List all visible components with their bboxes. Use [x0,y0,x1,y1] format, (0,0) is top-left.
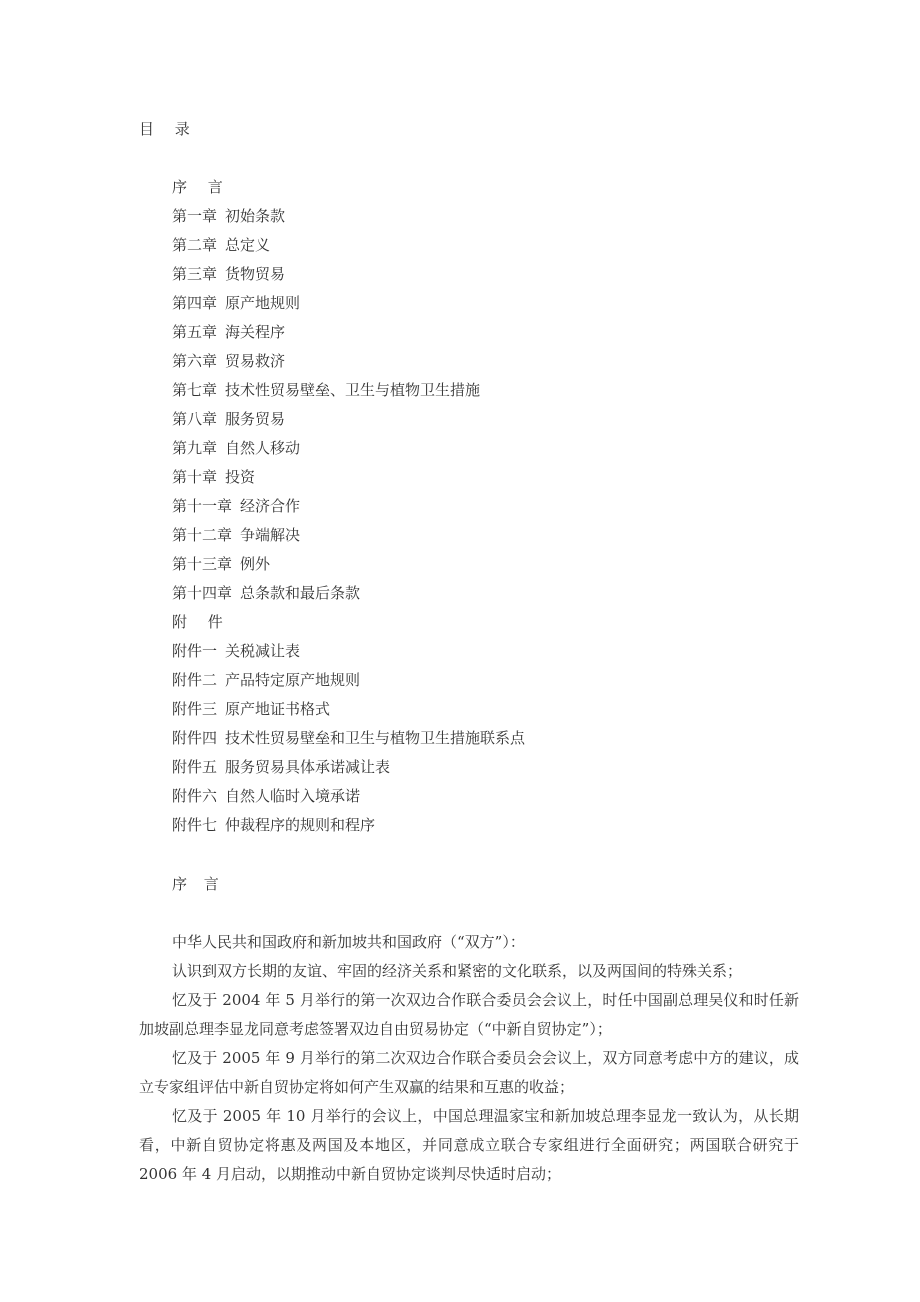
toc-item-title: 仲裁程序的规则和程序 [225,816,376,834]
toc-item-chapter-5 [172,322,525,351]
preface-paragraph: 中华人民共和国政府和新加坡共和国政府（“双方”）： [172,933,525,951]
toc-item-title: 服务贸易 [225,410,286,428]
toc-item-annex-6 [172,786,525,815]
toc-item-label: 第四章 [172,294,218,312]
toc-item-label: 第十章 [172,468,218,486]
toc-item-title: 总定义 [225,236,271,254]
toc-item-title: 经济合作 [240,497,301,515]
toc-item-chapter-1 [172,206,525,235]
toc-item-label: 第一章 [172,207,218,225]
toc-item-label: 附件一 [172,642,218,660]
toc-item-title: 技术性贸易壁垒、卫生与植物卫生措施 [225,381,481,399]
toc-item-label: 附件二 [172,671,218,689]
toc-item-annex-3 [172,699,525,728]
toc-item-chapter-14 [172,583,525,612]
toc-item-annex-4 [172,728,525,757]
toc-item-chapter-8 [172,409,525,438]
toc-item-title: 海关程序 [225,323,286,341]
toc-item-title: 例外 [240,555,271,573]
toc-item-label: 第五章 [172,323,218,341]
toc-item-annex-7 [172,815,525,844]
toc-item-chapter-7 [172,380,525,409]
toc-item-annex-1 [172,641,525,670]
toc-item-title: 原产地证书格式 [225,700,331,718]
toc-item-label: 第八章 [172,410,218,428]
preface-body [139,928,799,1189]
toc-item-title: 自然人移动 [225,439,301,457]
toc-item-label: 第十一章 [172,497,233,515]
toc-title: 目 录 [139,120,198,138]
toc-item-label: 附件三 [172,700,218,718]
toc-item-label: 附件五 [172,758,218,776]
toc-item-label: 附 件 [172,613,231,631]
toc-item-label: 第十三章 [172,555,233,573]
toc-item-title: 总条款和最后条款 [240,584,361,602]
preface-heading: 序 言 [172,875,225,893]
toc-item-label: 第九章 [172,439,218,457]
toc-item-chapter-12 [172,525,525,554]
toc-item-title: 自然人临时入境承诺 [225,787,361,805]
toc-item-label: 第二章 [172,236,218,254]
toc-item-chapter-4 [172,293,525,322]
toc-item-annex-2 [172,670,525,699]
toc-item-chapter-11 [172,496,525,525]
toc-item-label: 第七章 [172,381,218,399]
preface-paragraph: 认识到双方长期的友谊、牢固的经济关系和紧密的文化联系，以及两国间的特殊关系； [172,962,743,980]
toc-item-title: 产品特定原产地规则 [225,671,361,689]
toc-item-chapter-6 [172,351,525,380]
toc-item-title: 投资 [225,468,256,486]
toc-item-label: 第六章 [172,352,218,370]
toc-item-title: 贸易救济 [225,352,286,370]
toc-item-title: 初始条款 [225,207,286,225]
toc-item-label: 第三章 [172,265,218,283]
toc-item-label: 第十二章 [172,526,233,544]
toc-item-label: 附件七 [172,816,218,834]
toc-item-title: 货物贸易 [225,265,286,283]
toc-item-annex-5 [172,757,525,786]
toc-item-chapter-3 [172,264,525,293]
preface-paragraph: 忆及于 2005 年 10 月举行的会议上，中国总理温家宝和新加坡总理李显龙一致认为，从长期看，中新自贸协定将惠及两国及本地区，并同意成立联合专家组进行全面研究；两国联合研究于 2006 年 4 月启动，以期推动中新自贸协定谈判尽快适时启动； [139,1107,799,1183]
toc-item-chapter-9 [172,438,525,467]
toc-item-preface [172,177,525,206]
toc-item-chapter-2 [172,235,525,264]
preface-paragraph: 忆及于 2004 年 5 月举行的第一次双边合作联合委员会会议上，时任中国副总理吴仪和时任新加坡副总理李显龙同意考虑签署双边自由贸易协定（“中新自贸协定”）； [139,991,799,1038]
toc-item-title: 争端解决 [240,526,301,544]
toc-item-title: 关税减让表 [225,642,301,660]
toc-item-title: 服务贸易具体承诺减让表 [225,758,391,776]
toc-item-chapter-13 [172,554,525,583]
toc-item-chapter-10 [172,467,525,496]
toc-item-annexes [172,612,525,641]
toc-list [172,177,525,844]
toc-item-label: 附件六 [172,787,218,805]
toc-item-label: 序 言 [172,178,231,196]
toc-item-label: 附件四 [172,729,218,747]
toc-item-label: 第十四章 [172,584,233,602]
toc-item-title: 技术性贸易壁垒和卫生与植物卫生措施联系点 [225,729,526,747]
preface-paragraph: 忆及于 2005 年 9 月举行的第二次双边合作联合委员会会议上，双方同意考虑中方的建议，成立专家组评估中新自贸协定将如何产生双赢的结果和互惠的收益； [139,1049,799,1096]
toc-item-title: 原产地规则 [225,294,301,312]
